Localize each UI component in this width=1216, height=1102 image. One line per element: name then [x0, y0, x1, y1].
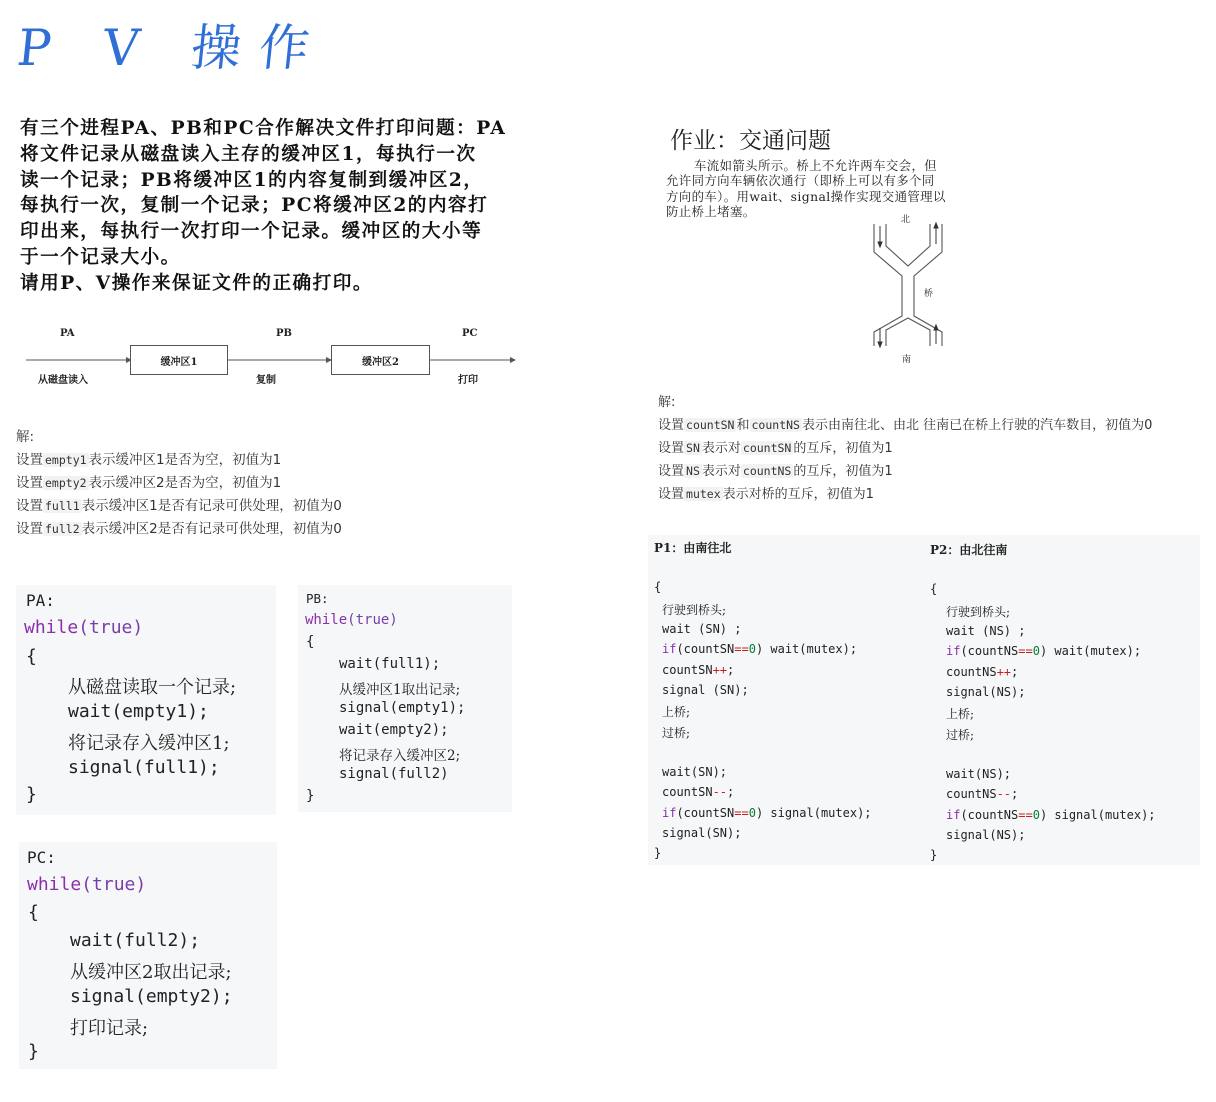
code-brace: } [930, 848, 938, 862]
code-line: 从缓冲区1取出记录; [339, 682, 461, 698]
code-line: 过桥; [946, 728, 975, 742]
pb-code-block [298, 585, 512, 812]
code-line: signal(SN); [662, 826, 742, 840]
text: 表示对 [701, 464, 741, 479]
south-label: 南 [902, 355, 912, 365]
code-line [946, 808, 1156, 822]
buffer-flow-diagram [20, 322, 530, 392]
text: 表示对桥的互斥，初值为1 [722, 487, 874, 502]
text: 的互斥，初值为1 [793, 441, 893, 456]
code-line [662, 642, 857, 656]
problem-line: 请用P、V操作来保证文件的正确打印。 [20, 272, 373, 294]
variable-name: countNS [751, 418, 800, 432]
code-line: wait (NS) ; [946, 624, 1026, 638]
keyword: while [27, 874, 82, 895]
operator: == [734, 806, 749, 820]
buffer1-box: 缓冲区1 [130, 345, 228, 375]
text: 表示由南往北、由北 往南已在桥上行驶的汽车数目，初值为0 [801, 418, 1153, 433]
homework-line: 允许同方向车辆依次通行（即桥上可以有多个同 [666, 173, 935, 189]
code-line: 从缓冲区2取出记录; [70, 962, 232, 983]
text: 的互斥，初值为1 [793, 464, 893, 479]
code-line: signal(full2) [339, 766, 449, 782]
code-text: ; [727, 785, 735, 799]
variable-name: countNS [742, 464, 792, 478]
bridge-roads [862, 210, 952, 366]
code-line [662, 663, 734, 677]
code-text: (countNS [960, 808, 1019, 822]
code-brace: } [654, 846, 662, 860]
code-line: wait(empty2); [339, 722, 449, 738]
operator: ++ [996, 665, 1012, 679]
code-line [662, 806, 872, 820]
text: 表示缓冲区2是否有记录可供处理，初值为0 [81, 521, 342, 537]
text: 设置 [16, 475, 43, 491]
code-line: wait(full2); [70, 930, 201, 951]
solution1 [16, 426, 436, 541]
solution-line [16, 449, 436, 472]
solution-line [658, 483, 1208, 506]
number: 0 [1032, 644, 1040, 658]
code-line: 将记录存入缓冲区2; [339, 748, 461, 764]
code-text: ) wait(mutex); [1039, 644, 1142, 658]
code-text: (countSN [676, 642, 735, 656]
code-line: signal (SN); [662, 683, 749, 697]
p1-label: P1：由南往北 [654, 541, 732, 555]
code-line: signal(empty2); [70, 986, 233, 1007]
code-line: 上桥; [662, 705, 691, 719]
text: 设置 [658, 464, 685, 479]
code-line: 将记录存入缓冲区1; [68, 733, 230, 754]
number: 0 [1032, 808, 1040, 822]
code-text: countNS [946, 787, 997, 801]
code-line: 行驶到桥头; [662, 603, 727, 617]
variable-name: empty1 [45, 453, 87, 467]
loop-condition: (true) [347, 612, 398, 628]
keyword: while [305, 612, 348, 628]
solution2 [658, 391, 1208, 506]
code-brace: } [26, 784, 37, 805]
code-line: wait(full1); [339, 656, 441, 672]
operator: ++ [712, 663, 728, 677]
variable-name: mutex [686, 487, 721, 501]
code-text: ) signal(mutex); [1039, 808, 1156, 822]
number: 0 [748, 806, 756, 820]
flow-label-copy: 复制 [256, 375, 276, 386]
code-text: (countSN [676, 806, 735, 820]
buffer2-box: 缓冲区2 [331, 345, 430, 375]
code-line [662, 785, 734, 799]
code-line: wait(NS); [946, 767, 1012, 781]
code-line [946, 787, 1018, 801]
pc-code-block [19, 842, 277, 1069]
code-brace: } [28, 1041, 39, 1062]
code-brace: } [306, 788, 315, 804]
problem-line: 将文件记录从磁盘读入主存的缓冲区1，每执行一次 [20, 143, 477, 165]
text: 设置 [16, 452, 43, 468]
code-line: wait (SN) ; [662, 622, 742, 636]
solution-line [658, 414, 1208, 437]
code-label: PA: [26, 591, 55, 610]
problem-line: 每执行一次，复制一个记录；PC将缓冲区2的内容打 [20, 195, 489, 217]
solution-line [658, 460, 1208, 483]
number: 0 [748, 642, 756, 656]
page-title: P V 操作 [14, 19, 331, 77]
variable-name: countSN [742, 441, 792, 455]
code-brace: { [26, 646, 37, 667]
p1-p2-code-block [648, 535, 1200, 865]
problem-line: 有三个进程PA、PB和PC合作解决文件打印问题：PA [20, 118, 507, 139]
variable-name: empty2 [45, 476, 87, 490]
code-line: 行驶到桥头; [946, 605, 1011, 619]
solution-line [658, 437, 1208, 460]
bridge-diagram [862, 210, 952, 366]
homework-line: 方向的车）。用wait、signal操作实现交通管理以 [666, 188, 946, 204]
operator: == [734, 642, 749, 656]
homework-title: 作业：交通问题 [670, 128, 831, 154]
text: 设置 [658, 487, 685, 502]
loop-condition: (true) [78, 617, 144, 638]
problem-line: 于一个记录大小。 [20, 246, 181, 268]
flow-label-print: 打印 [458, 375, 478, 386]
loop-condition: (true) [81, 874, 147, 895]
problem-line: 读一个记录；PB将缓冲区1的内容复制到缓冲区2， [20, 169, 484, 191]
north-label: 北 [901, 215, 911, 225]
keyword: while [24, 617, 79, 638]
flow-label-pc: PC [462, 328, 478, 339]
code-line: signal(empty1); [339, 700, 466, 716]
code-text: ; [1011, 787, 1019, 801]
keyword: if [946, 644, 961, 658]
variable-name: full2 [45, 522, 80, 536]
code-line: 过桥; [662, 726, 691, 740]
code-text: ; [727, 663, 735, 677]
operator: == [1018, 644, 1033, 658]
text: 表示缓冲区2是否为空，初值为1 [88, 475, 282, 491]
homework-line: 车流如箭头所示。桥上不允许两车交会，但 [694, 158, 938, 173]
operator: == [1018, 808, 1033, 822]
text: 和 [736, 418, 750, 433]
solution-heading: 解: [16, 429, 35, 445]
code-label: PC: [27, 848, 56, 867]
flow-label-read: 从磁盘读入 [38, 375, 88, 386]
code-line: signal(full1); [68, 757, 220, 778]
code-label: PB: [306, 591, 329, 606]
code-text: ; [1011, 665, 1019, 679]
code-line [946, 665, 1018, 679]
code-brace: { [930, 582, 938, 596]
code-text: countSN [662, 785, 713, 799]
keyword: if [946, 808, 961, 822]
code-brace: { [28, 902, 39, 923]
text: 表示缓冲区1是否有记录可供处理，初值为0 [81, 498, 342, 514]
variable-name: NS [686, 464, 700, 478]
code-line: 从磁盘读取一个记录; [68, 677, 237, 698]
bridge-label: 桥 [924, 289, 934, 299]
text: 设置 [16, 521, 43, 537]
problem-line: 印出来，每执行一次打印一个记录。缓冲区的大小等 [20, 221, 483, 243]
code-brace: { [306, 634, 315, 650]
p2-label: P2：由北往南 [930, 543, 1008, 557]
code-line: wait(SN); [662, 765, 728, 779]
code-line: 上桥; [946, 707, 975, 721]
solution-heading: 解: [658, 395, 676, 410]
variable-name: countSN [686, 418, 735, 432]
code-text: countNS [946, 665, 997, 679]
text: 表示缓冲区1是否为空，初值为1 [88, 452, 282, 468]
text: 表示对 [701, 441, 741, 456]
homework-line: 防止桥上堵塞。 [666, 204, 756, 220]
code-brace: { [654, 580, 662, 594]
code-text: (countNS [960, 644, 1019, 658]
code-line: signal(NS); [946, 828, 1026, 842]
code-text: ) wait(mutex); [755, 642, 858, 656]
operator: -- [712, 785, 728, 799]
problem-statement [20, 116, 528, 297]
keyword: if [662, 642, 677, 656]
solution-line [16, 495, 436, 518]
code-line: wait(empty1); [68, 701, 209, 722]
text: 设置 [658, 441, 685, 456]
variable-name: full1 [45, 499, 80, 513]
solution-line [16, 518, 436, 541]
flow-label-pb: PB [276, 328, 292, 339]
code-text: countSN [662, 663, 713, 677]
code-line: signal(NS); [946, 685, 1026, 699]
text: 设置 [16, 498, 43, 514]
code-text: ) signal(mutex); [755, 806, 872, 820]
code-line: 打印记录; [70, 1018, 149, 1039]
solution-line [16, 472, 436, 495]
text: 设置 [658, 418, 685, 433]
pa-code-block [16, 585, 276, 815]
operator: -- [996, 787, 1012, 801]
flow-label-pa: PA [60, 328, 75, 339]
code-line [946, 644, 1141, 658]
variable-name: SN [686, 441, 700, 455]
keyword: if [662, 806, 677, 820]
